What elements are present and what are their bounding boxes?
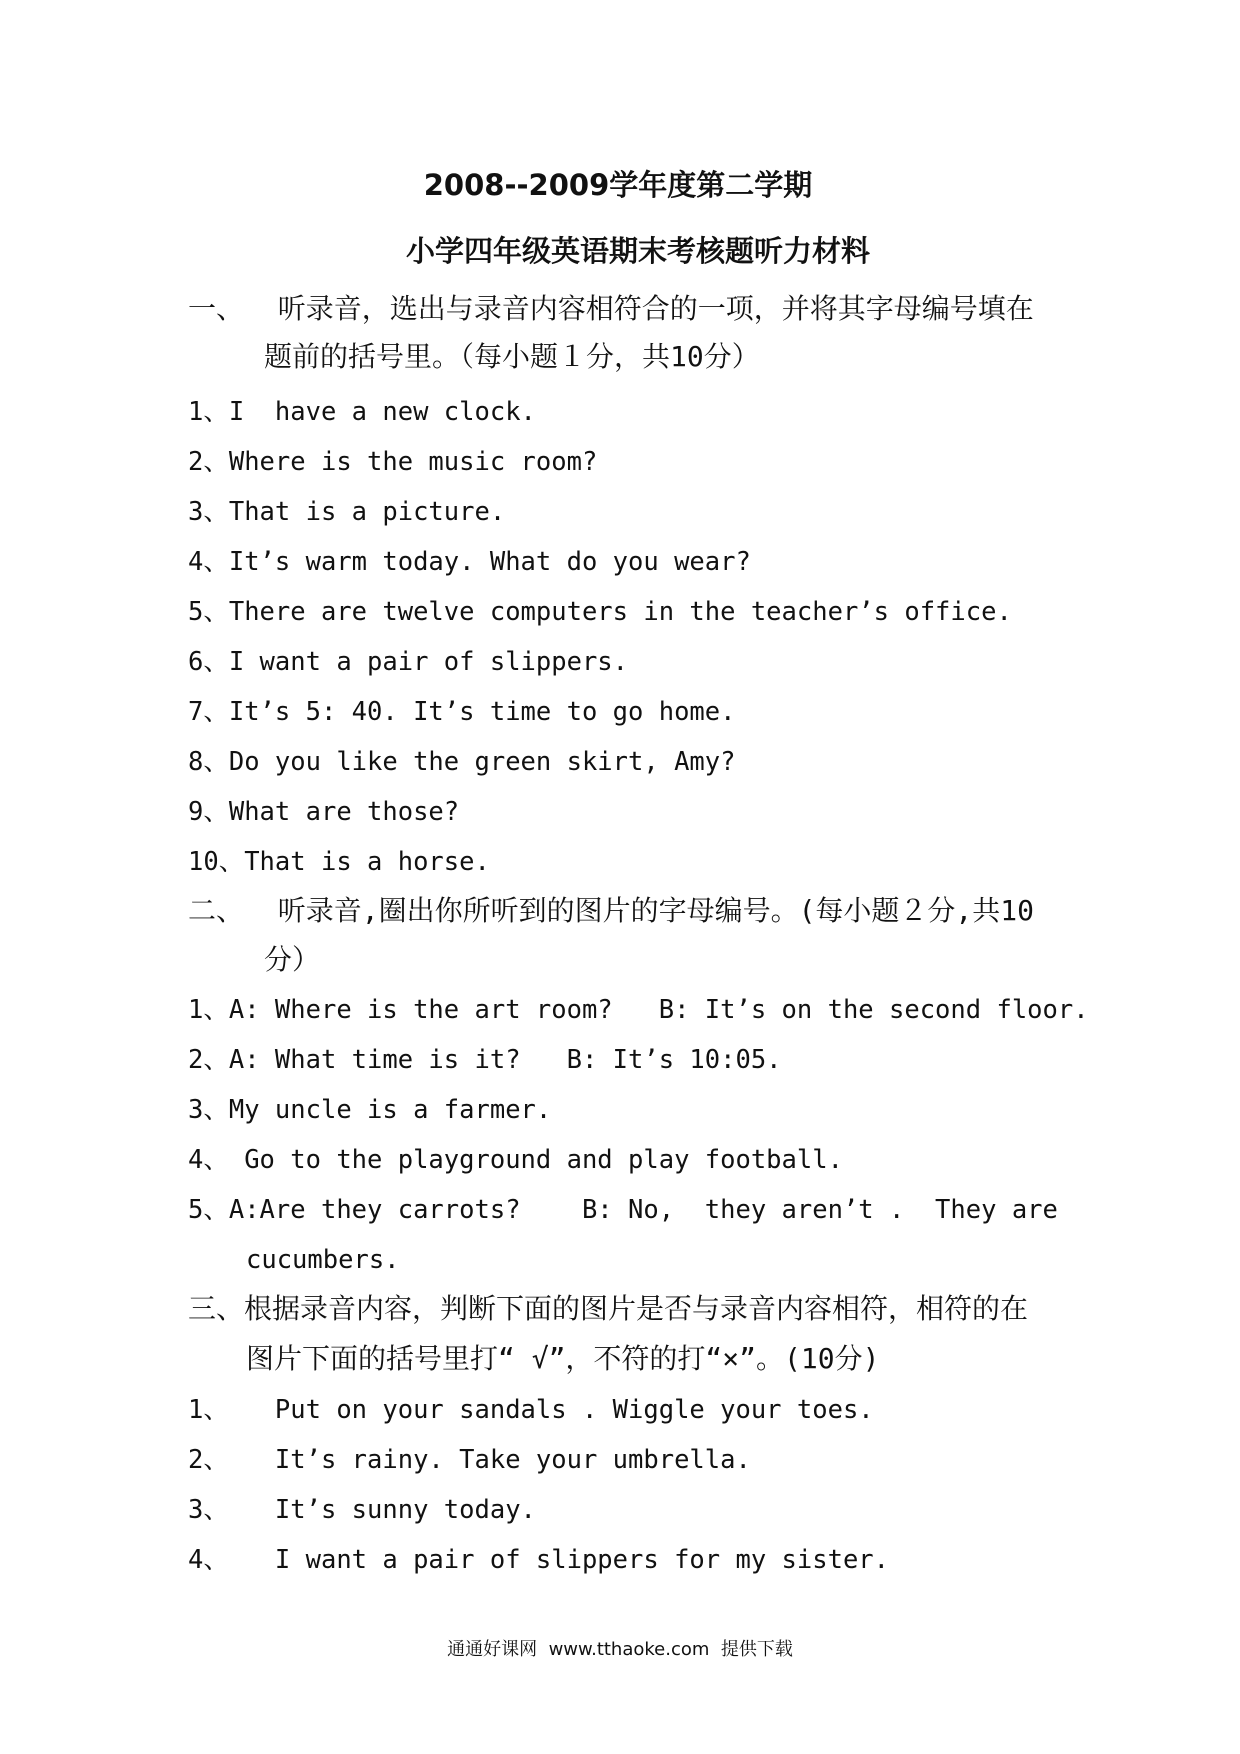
- section3-item-1: 1、 Put on your sandals . Wiggle your toes.: [188, 1395, 874, 1425]
- section1-heading: 一、 听录音，选出与录音内容相符合的一项，并将其字母编号填在: [188, 292, 1034, 325]
- section3-item-2: 2、 It’s rainy. Take your umbrella.: [188, 1445, 751, 1475]
- section1-item-10: 10、That is a horse.: [188, 847, 490, 877]
- section2-item-5-cont: cucumbers.: [246, 1245, 400, 1275]
- section2-item-2: 2、A: What time is it? B: It’s 10:05.: [188, 1045, 782, 1075]
- document-title: 2008--2009学年度第二学期: [423, 168, 813, 202]
- section1-item-3: 3、That is a picture.: [188, 497, 506, 527]
- section1-item-1: 1、I have a new clock.: [188, 397, 536, 427]
- section1-item-6: 6、I want a pair of slippers.: [188, 647, 629, 677]
- section2-heading: 二、 听录音,圈出你所听到的图片的字母编号。(每小题２分,共10: [188, 894, 1035, 927]
- section2-heading-cont: 分）: [264, 943, 321, 976]
- section2-item-1: 1、A: Where is the art room? B: It’s on the second floor.: [188, 995, 1089, 1025]
- section1-item-7: 7、It’s 5: 40. It’s time to go home.: [188, 697, 736, 727]
- section1-item-2: 2、Where is the music room?: [188, 447, 598, 477]
- section3-heading-cont: 图片下面的括号里打“ √”，不符的打“×”。(10分): [246, 1342, 880, 1375]
- section1-item-4: 4、It’s warm today. What do you wear?: [188, 547, 751, 577]
- document-subtitle: 小学四年级英语期末考核题听力材料: [405, 234, 870, 268]
- section2-item-3: 3、My uncle is a farmer.: [188, 1095, 552, 1125]
- section1-item-8: 8、Do you like the green skirt, Amy?: [188, 747, 736, 777]
- section3-item-3: 3、 It’s sunny today.: [188, 1495, 536, 1525]
- section2-item-5: 5、A:Are they carrots? B: No, they aren’t . They are: [188, 1195, 1058, 1225]
- footer-credit: 通通好课网 www.tthaoke.com 提供下载: [447, 1639, 793, 1660]
- section1-item-9: 9、What are those?: [188, 797, 460, 827]
- section2-item-4: 4、 Go to the playground and play football.: [188, 1145, 843, 1175]
- section1-item-5: 5、There are twelve computers in the teacher’s office.: [188, 597, 1012, 627]
- section3-heading: 三、根据录音内容，判断下面的图片是否与录音内容相符，相符的在: [188, 1292, 1029, 1325]
- section3-item-4: 4、 I want a pair of slippers for my sister.: [188, 1545, 890, 1575]
- section1-heading-cont: 题前的括号里。（每小题１分，共10分）: [264, 340, 760, 373]
